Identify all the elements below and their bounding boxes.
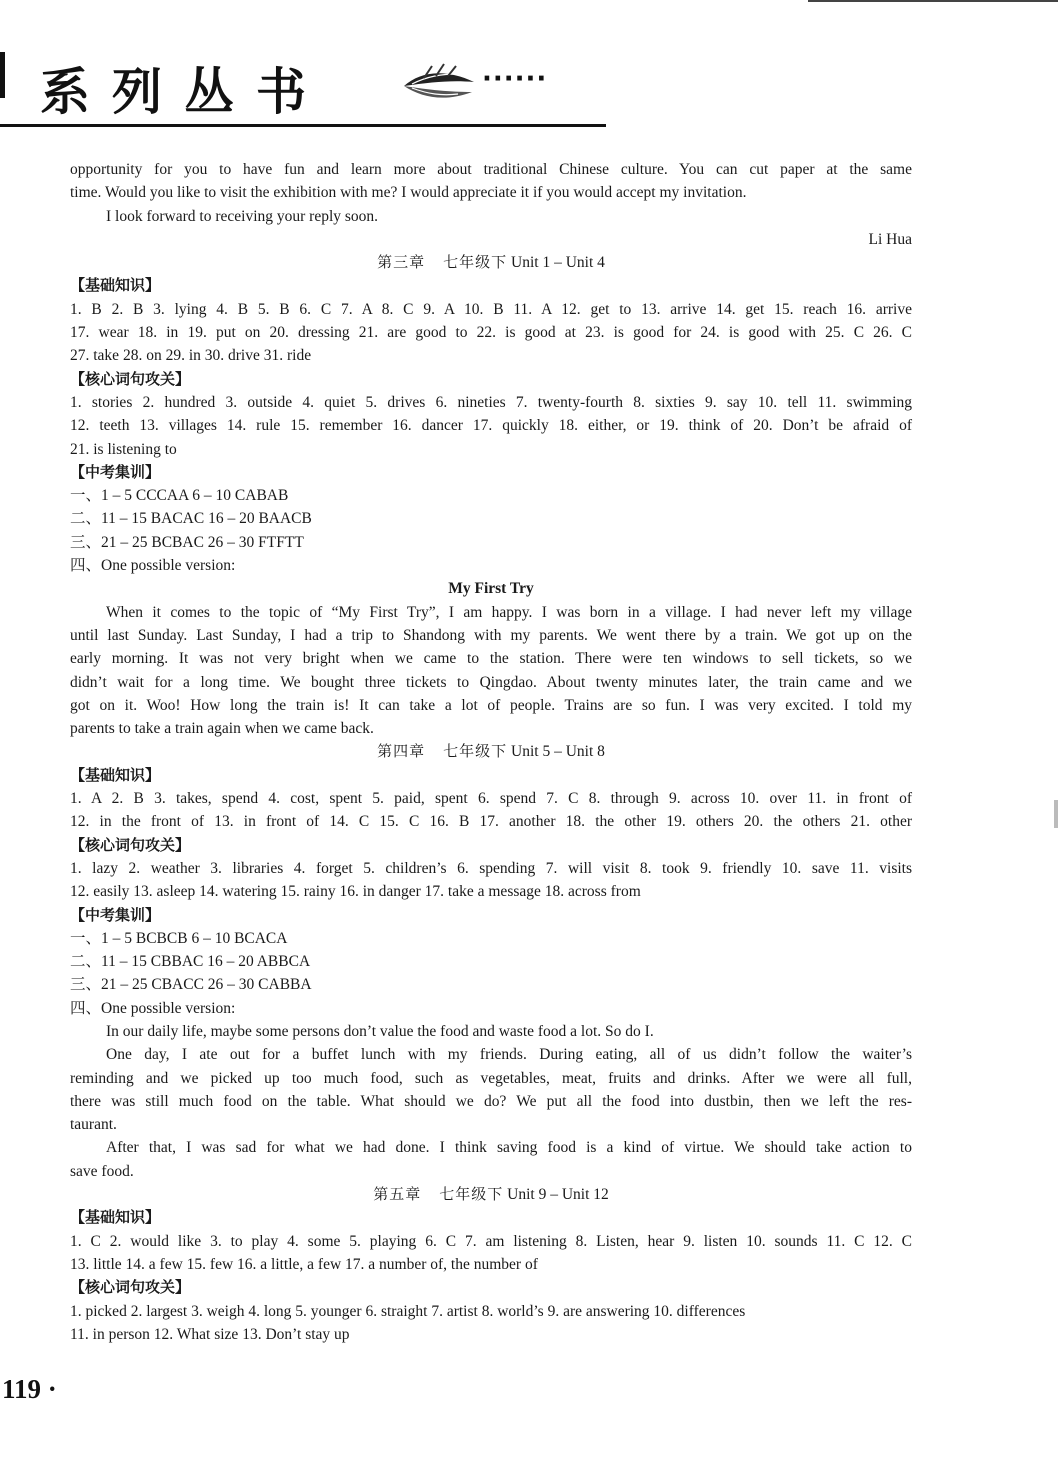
text-line: 1. B 2. B 3. lying 4. B 5. B 6. C 7. A 8. C 9. A 10. B 11. A 12. get to 13. arrive 14. get 15. reach 16. arrive [70, 300, 912, 318]
text-line: 12. in the front of 13. in front of 14. C 15. C 16. B 17. another 18. the other 19. others 20. the others 21. other [70, 813, 912, 831]
text-line: When it comes to the topic of “My First Try”, I am happy. I was born in a village. I had never left my village [106, 603, 912, 621]
chapter-grade: 七年级下 [443, 742, 508, 761]
text-line: 二、11 – 15 CBBAC 16 – 20 ABBCA [70, 953, 311, 971]
chapter-number: 第五章 [373, 1185, 422, 1204]
text-line: 27. take 28. on 29. in 30. drive 31. ride [70, 347, 312, 365]
chapter-5-heading [70, 1183, 912, 1206]
chapter-number: 第三章 [377, 253, 426, 272]
text-line: 四、One possible version: [70, 557, 236, 575]
text-line: parents to take a train again when we came back. [70, 720, 374, 738]
text-line: opportunity for you to have fun and learn more about traditional Chinese culture. You can cut paper at the same [70, 161, 912, 178]
text-line: 12. teeth 13. villages 14. rule 15. remember 16. dancer 17. quickly 18. either, or 19. think of 20. Don’t be afraid of [70, 417, 912, 435]
text-line: 11. in person 12. What size 13. Don’t stay up [70, 1325, 350, 1343]
text-line: 三、21 – 25 CBACC 26 – 30 CABBA [70, 976, 312, 994]
text-line: 1. stories 2. hundred 3. outside 4. quiet 5. drives 6. nineties 7. twenty-fourth 8. sixties 9. say 10. tell 11. swimming [70, 393, 912, 411]
text-line: there was still much food on the table. What should we do? We put all the food into dustbin, then we left the res- [70, 1092, 912, 1110]
text-line: In our daily life, maybe some persons don’t value the food and waste food a lot. So do I. [106, 1022, 654, 1040]
signature: Li Hua [868, 230, 912, 248]
section-title: 【基础知识】 [70, 765, 161, 784]
section-title: 【核心词句攻关】 [70, 835, 191, 854]
section-title: 【基础知识】 [70, 1208, 161, 1227]
text-line: 1. A 2. B 3. takes, spend 4. cost, spent 5. paid, spent 6. spend 7. C 8. through 9. across 10. over 11. in front of [70, 790, 912, 808]
edge-mark-right [1054, 800, 1058, 828]
text-line: got on it. Woo! How long the train is! It can take a lot of people. Trains are so fun. I was very excited. I told my [70, 696, 912, 714]
text-line: 12. easily 13. asleep 14. watering 15. rainy 16. in danger 17. take a message 18. across from [70, 883, 641, 901]
text-line: 一、1 – 5 BCBCB 6 – 10 BCACA [70, 929, 288, 947]
section-title: 【核心词句攻关】 [70, 369, 191, 388]
chapter-grade: 七年级下 [439, 1185, 504, 1204]
header-rule [0, 124, 606, 127]
text-line: 四、One possible version: [70, 999, 236, 1017]
series-title: 系列丛书 [40, 63, 328, 121]
chapter-3-heading [70, 251, 912, 274]
section-title: 【中考集训】 [70, 905, 161, 924]
text-line: One day, I ate out for a buffet lunch with my friends. During eating, all of us didn’t follow the waiter’s [106, 1046, 912, 1064]
text-line: 21. is listening to [70, 440, 177, 458]
text-line: 1. lazy 2. weather 3. libraries 4. forget 5. children’s 6. spending 7. will visit 8. took 9. friendly 10. save 11. visits [70, 859, 912, 877]
text-line: 13. little 14. a few 15. few 16. a little, a few 17. a number of, the number of [70, 1255, 538, 1273]
text-line: 二、11 – 15 BACAC 16 – 20 BAACB [70, 510, 312, 528]
chapter-4-heading [70, 740, 912, 763]
chapter-grade: 七年级下 [443, 253, 508, 272]
text-line: taurant. [70, 1116, 117, 1134]
text-line: 一、1 – 5 CCCAA 6 – 10 CABAB [70, 487, 289, 505]
text-line: didn’t wait for a long time. We bought three tickets to Qingdao. About twenty minutes later, the train came and we [70, 673, 912, 691]
essay-title: My First Try [448, 580, 534, 598]
leaf-ornament-icon [402, 62, 478, 108]
header-dots: ······ [482, 64, 548, 94]
text-line: After that, I was sad for what we had done. I think saving food is a kind of virtue. We should take action to [106, 1139, 912, 1157]
text-line: I look forward to receiving your reply soon. [106, 207, 379, 225]
text-line: 17. wear 18. in 19. put on 20. dressing 21. are good to 22. is good at 23. is good for 24. is good with 25. C 26. C [70, 324, 912, 342]
text-line: until last Sunday. Last Sunday, I had a trip to Shandong with my parents. We went there by a train. We got up on the [70, 626, 912, 644]
section-title: 【核心词句攻关】 [70, 1278, 191, 1297]
chapter-units: Unit 5 – Unit 8 [511, 743, 605, 761]
text-line: 1. picked 2. largest 3. weigh 4. long 5. younger 6. straight 7. artist 8. world’s 9. are answering 10. differences [70, 1302, 746, 1320]
text-line: save food. [70, 1162, 134, 1180]
section-title: 【中考集训】 [70, 462, 161, 481]
text-line: reminding and we picked up too much food, such as vegetables, meat, fruits and drinks. After we were all full, [70, 1069, 912, 1087]
page-number: 119 · [2, 1374, 57, 1404]
text-line: 1. C 2. would like 3. to play 4. some 5. playing 6. C 7. am listening 8. Listen, hear 9. listen 10. sounds 11. C 12. C [70, 1232, 912, 1250]
page-header [0, 0, 1058, 140]
answer-content [70, 158, 912, 1346]
chapter-units: Unit 9 – Unit 12 [507, 1186, 609, 1204]
text-line: early morning. It was not very bright when we came to the station. There were ten windows to sell tickets, so we [70, 650, 912, 668]
chapter-number: 第四章 [377, 742, 426, 761]
text-line: time. Would you like to visit the exhibition with me? I would appreciate it if you would accept my invitation. [70, 184, 747, 202]
chapter-units: Unit 1 – Unit 4 [511, 254, 605, 272]
text-line: 三、21 – 25 BCBAC 26 – 30 FTFTT [70, 533, 304, 551]
section-title: 【基础知识】 [70, 276, 161, 295]
